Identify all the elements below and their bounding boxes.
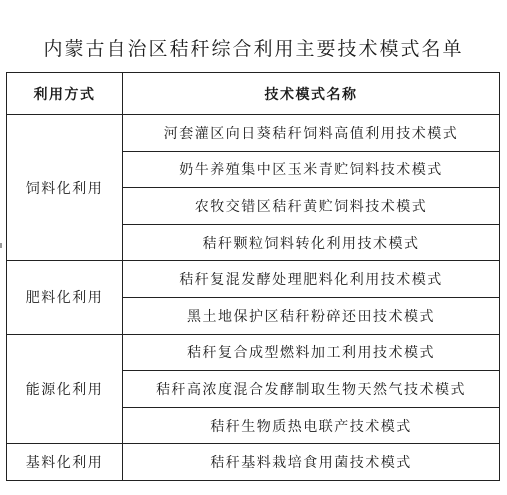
table-row [7,444,500,481]
technology-mode-table [6,72,500,481]
mode-cell: 黑土地保护区秸秆粉碎还田技术模式 [123,297,500,334]
mode-cell: 农牧交错区秸秆黄贮饲料技术模式 [123,188,500,225]
table-header-row [7,73,500,115]
table-row [7,334,500,371]
mode-cell: 秸秆复合成型燃料加工利用技术模式 [123,334,500,371]
table-row [7,115,500,152]
header-mode-name: 技术模式名称 [123,73,500,115]
mode-cell: 秸秆高浓度混合发酵制取生物天然气技术模式 [123,371,500,408]
table-row [7,261,500,298]
method-cell: 肥料化利用 [7,261,123,334]
mode-cell: 奶牛养殖集中区玉米青贮饲料技术模式 [123,151,500,188]
mode-cell: 秸秆生物质热电联产技术模式 [123,407,500,444]
mode-cell: 秸秆颗粒饲料转化利用技术模式 [123,224,500,261]
mode-cell: 河套灌区向日葵秸秆饲料高值利用技术模式 [123,115,500,152]
page-title: 内蒙古自治区秸秆综合利用主要技术模式名单 [43,38,464,60]
method-cell: 基料化利用 [7,444,123,481]
mode-cell: 秸秆复混发酵处理肥料化利用技术模式 [123,261,500,298]
header-method: 利用方式 [7,73,123,115]
mode-cell: 秸秆基料栽培食用菌技术模式 [123,444,500,481]
method-cell: 饲料化利用 [7,115,123,261]
method-cell: 能源化利用 [7,334,123,444]
scan-edge-mark [0,243,2,248]
